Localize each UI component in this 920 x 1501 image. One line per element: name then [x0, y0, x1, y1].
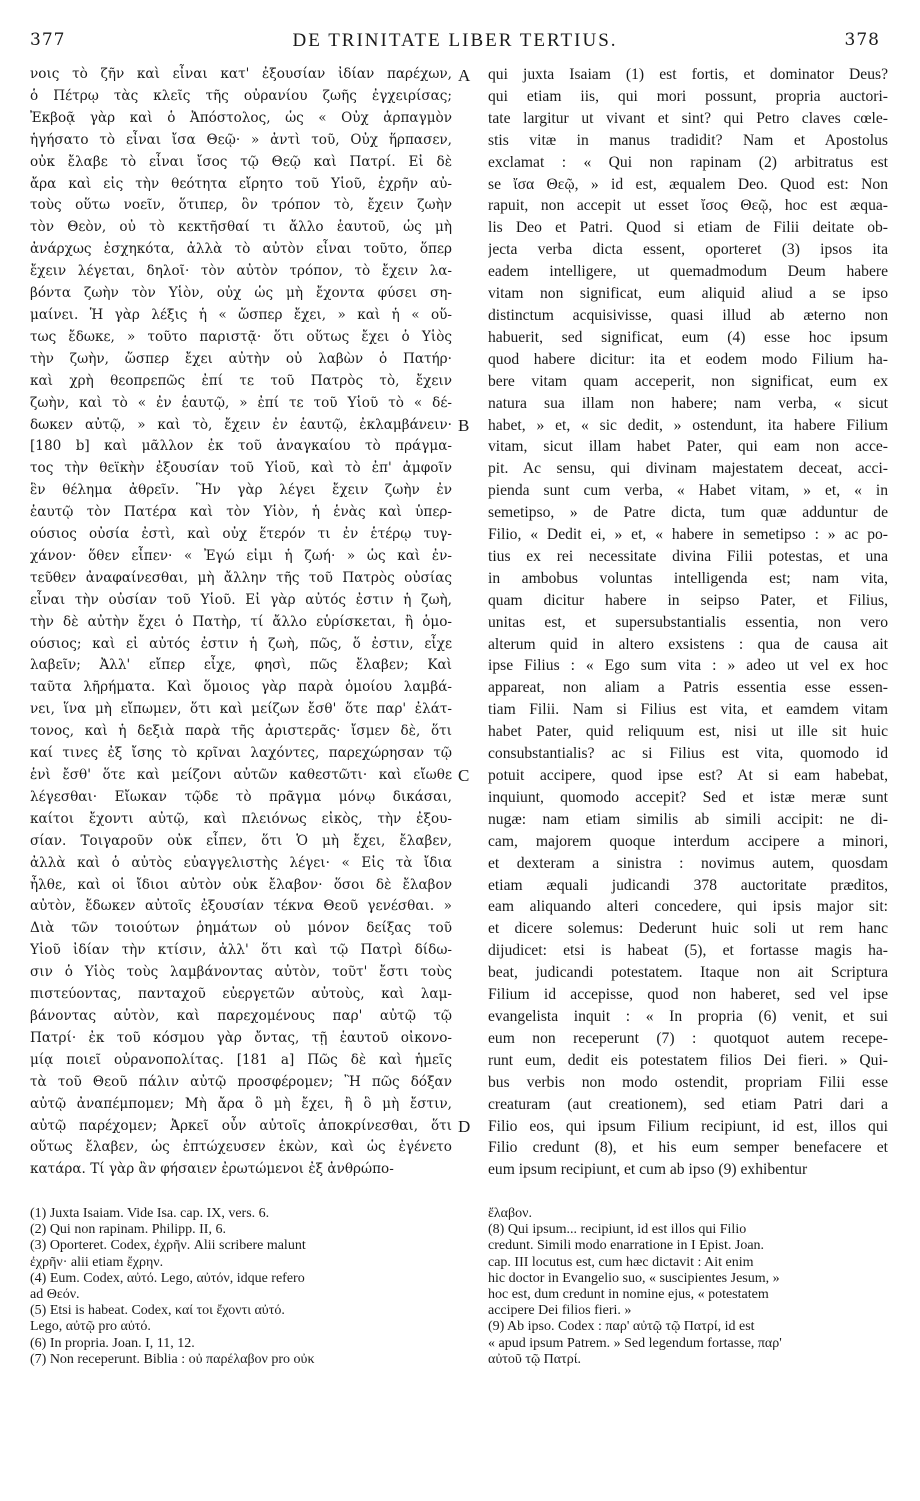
greek-text-line: χάνον· ὅθεν εἶπεν· « Ἐγώ εἰμι ἡ ζωή· » ὡς καὶ ἐν-: [30, 547, 452, 564]
latin-text-line: creaturam (aut creationem), sed etiam Patri dari a: [488, 1095, 888, 1113]
latin-text-line: pienda sunt cum verba, « Habet vitam, » et, « in: [488, 482, 888, 500]
footnote-line: ἐχρῆν· alii etiam ἔχρην.: [30, 1254, 164, 1270]
greek-text-line: τὴν ζωὴν, ὥσπερ ἔχει αὐτὴν οὐ λαβὼν ὁ Πατήρ·: [30, 350, 452, 367]
greek-text-line: νει, ἵνα μὴ εἴπωμεν, ὅτι καὶ μείζων ἔσθ' ὅτε παρ' ἐλάτ-: [30, 701, 452, 718]
greek-text-line: ἔχειν λέγεται, δηλοῖ· τὸν αὐτὸν τρόπον, τὸ ἔχειν λα-: [30, 263, 452, 280]
latin-text-line: bus verbis non modo ostendit, propriam Filii esse: [488, 1073, 888, 1091]
greek-text-line: καί τινες ἐξ ἴσης τὸ κρῖναι λαχόντες, παρεχώρησαν τῷ: [30, 745, 452, 762]
latin-text-line: runt eum, dedit eis potestatem filios Dei fieri. » Qui-: [488, 1051, 888, 1069]
latin-text-line: se ἴσα Θεῷ, » id est, æqualem Deo. Quod est: Non: [488, 175, 888, 193]
greek-text-line: ούσιος οὐσία ἐστὶ, καὶ οὐχ ἕτερόν τι ἐν ἑτέρῳ τυγ-: [30, 526, 452, 543]
greek-text-line: Πατρί· ἐκ τοῦ κόσμου γὰρ ὄντας, τῇ ἑαυτοῦ οἰκονο-: [30, 1029, 452, 1046]
greek-text-line: τὸν Θεὸν, οὐ τὸ κεκτῆσθαί τι ἄλλο ἑαυτοῦ, ὡς μὴ: [30, 219, 452, 236]
latin-text-line: et dicere solemus: Dederunt huic soli ut rem hanc: [488, 920, 888, 938]
greek-text-line: εἶναι τὴν οὐσίαν τοῦ Υἱοῦ. Εἰ γὰρ αὐτός ἐστιν ἡ ζωὴ,: [30, 591, 452, 608]
footnote-line: ad Θεόν.: [30, 1287, 80, 1303]
latin-text-line: tate largitur ut vivant et sint? qui Petro claves cœle-: [488, 109, 888, 127]
latin-text-line: consubstantialis? ac si Filius est vita, quomodo id: [488, 745, 888, 763]
greek-text-line: ὁ Πέτρῳ τὰς κλεῖς τῆς οὐρανίου ζωῆς ἐγχειρίσας;: [30, 87, 452, 104]
greek-text-line: λέγεσθαι· Εἴωκαν τῷδε τὸ πρᾶγμα μόνῳ δικάσαι,: [30, 788, 452, 805]
footnote-line: (6) In propria. Joan. I, 11, 12.: [30, 1335, 195, 1351]
section-marker-c: C: [458, 766, 470, 785]
latin-text-line: nugæ: nam etiam similis ab simili accipit: ne di-: [488, 810, 888, 828]
greek-text-line: πιστεύοντας, πανταχοῦ εὐεργετῶν αὐτοὺς, καὶ λαμ-: [30, 986, 452, 1003]
greek-text-line: σίαν. Τοιγαροῦν οὐκ εἶπεν, ὅτι Ὁ μὴ ἔχει, ἔλαβεν,: [30, 832, 452, 849]
running-header: [30, 26, 880, 52]
latin-text-line: appareat, non aliam a Patris essentia esse essen-: [488, 679, 888, 697]
page-number-left: 377: [30, 30, 66, 50]
footnotes-right: [488, 1206, 893, 1368]
footnote-line: (3) Oporteret. Codex, ἐχρῆν. Alii scribere malunt: [30, 1238, 306, 1254]
latin-text-line: stis vitæ in manus tradidit? Nam et Apostolus: [488, 131, 888, 149]
latin-text-line: bere vitam quam acceperit, non significat, eum ex: [488, 372, 888, 390]
latin-text-line: cam, majorem quoque interdum accipere a minori,: [488, 832, 888, 850]
greek-text-line: νοις τὸ ζῆν καὶ εἶναι κατ' ἐξουσίαν ἰδίαν παρέχων,: [30, 66, 452, 82]
footnote-line: (8) Qui ipsum... recipiunt, id est illos qui Filio: [488, 1222, 747, 1238]
greek-text-line: τοὺς οὕτω νοεῖν, ὅτιπερ, ὃν τρόπον τὸ, ἔχειν ζωὴν: [30, 197, 452, 214]
footnote-line: cap. III locutus est, cum hæc dictavit : Ait enim: [488, 1254, 754, 1270]
greek-text-line: Ἐκβοᾷ γὰρ καὶ ὁ Ἀπόστολος, ὡς « Οὐχ ἁρπαγμὸν: [30, 109, 452, 126]
latin-text-line: Filio eos, qui ipsum Filium recipiunt, id est, illos qui: [488, 1117, 888, 1135]
latin-text-line: beat, judicandi potestatem. Itaque non ait Scriptura: [488, 964, 888, 982]
footnote-line: (2) Qui non rapinam. Philipp. II, 6.: [30, 1222, 226, 1238]
greek-text-line: ταῦτα λῆρήματα. Καὶ ὅμοιος γὰρ παρὰ ὁμοίου λαμβά-: [30, 679, 452, 696]
greek-text-line: τως ἔδωκε, » τοῦτο παριστᾷ· ὅτι οὕτως ἔχει ὁ Υἱὸς: [30, 328, 452, 345]
latin-text-line: habet Pater, quid reliquum est, nisi ut ille sit huic: [488, 723, 888, 741]
latin-text-line: quam dicitur habere in seipso Pater, et Filius,: [488, 591, 888, 609]
greek-text-line: καίτοι ἔχοντι αὐτῷ, καὶ πλειόνως εἰκὸς, τὴν ἐξου-: [30, 810, 452, 827]
greek-text-line: οὐκ ἔλαβε τὸ εἶναι ἴσος τῷ Θεῷ καὶ Πατρί. Εἰ δὲ: [30, 153, 452, 170]
greek-text-line: Διὰ τῶν τοιούτων ῥημάτων οὐ μόνον δείξας τοῦ: [30, 920, 452, 937]
latin-text-line: eadem intelligere, ut quemadmodum Deum habere: [488, 263, 888, 281]
latin-text-line: Filio, « Dedit ei, » et, « habere in semetipso : » ac po-: [488, 526, 888, 544]
footnote-line: (5) Etsi is habeat. Codex, καί τοι ἔχοντι αὐτό.: [30, 1303, 285, 1319]
footnote-line: ἔλαβον.: [488, 1206, 532, 1221]
latin-text-line: quod habere dicitur: ita et eodem modo Filium ha-: [488, 350, 888, 368]
footnote-line: « apud ipsum Patrem. » Sed legendum fortasse, παρ': [488, 1335, 782, 1351]
latin-text-line: habet, » et, « sic dedit, » ostendunt, ita habere Filium: [488, 416, 888, 434]
latin-text-line: distinctum acquisivisse, quasi illud ab æterno non: [488, 306, 888, 324]
latin-text-line: exclamat : « Qui non rapinam (2) arbitratus est: [488, 153, 888, 171]
section-marker-d: D: [458, 1117, 471, 1136]
section-marker-a: A: [458, 66, 471, 85]
greek-text-line: βόντα ζωὴν τὸν Υἱὸν, οὐχ ὡς μὴ ἔχοντα φύσει ση-: [30, 285, 452, 302]
greek-text-line: ούσιος; καὶ εἰ αὐτός ἐστιν ἡ ζωὴ, πῶς, ὅ ἐστιν, εἶχε: [30, 635, 452, 652]
greek-text-line: μαίνει. Ἡ γὰρ λέξις ἡ « ὥσπερ ἔχει, » καὶ ἡ « οὕ-: [30, 306, 452, 323]
latin-text-line: qui juxta Isaiam (1) est fortis, et dominator Deus?: [488, 66, 888, 83]
greek-text-line: [180 b] καὶ μᾶλλον ἐκ τοῦ ἀναγκαίου τὸ πράγμα-: [30, 438, 452, 455]
greek-text-line: τὴν δὲ αὐτὴν ἔχει ὁ Πατὴρ, τί ἄλλο εὑρίσκεται, ἢ ὁμο-: [30, 613, 452, 630]
latin-text-line: rapuit, non accepit ut esset ἴσος Θεῷ, hoc est æqua-: [488, 197, 888, 215]
greek-text-line: ἀλλὰ καὶ ὁ αὐτὸς εὐαγγελιστὴς λέγει· « Εἰς τὰ ἴδια: [30, 854, 452, 871]
latin-text-line: lis Deo et Patri. Quod si etiam de Filii deitate ob-: [488, 219, 888, 237]
latin-text-line: semetipso, » de Patre dicta, tum quæ adduntur de: [488, 504, 888, 522]
latin-text-line: pit. Ac sensu, qui divinam majestatem deceat, acci-: [488, 460, 888, 478]
greek-text-line: λαβεῖν; Ἀλλ' εἴπερ εἶχε, φησὶ, πῶς ἔλαβεν; Καὶ: [30, 657, 452, 674]
latin-text-line: natura sua illam non habere; nam verba, « sicut: [488, 394, 888, 412]
latin-text-line: tius ex rei necessitate divina Filii potestas, et una: [488, 547, 888, 565]
greek-text-line: μίᾳ ποιεῖ οὐρανοπολίτας. [181 a] Πῶς δὲ καὶ ἡμεῖς: [30, 1051, 452, 1068]
latin-text-line: unitas est, et supersubstantialis essentia, non vero: [488, 613, 888, 631]
footnote-line: Lego, αὐτῷ pro αὐτό.: [30, 1319, 151, 1335]
latin-text-column: [488, 64, 888, 1181]
latin-text-line: tiam Filii. Nam si Filius est vita, et eamdem vitam: [488, 701, 888, 719]
greek-text-line: Υἱοῦ ἰδίαν τὴν κτίσιν, ἀλλ' ὅτι καὶ τῷ Πατρὶ δίδω-: [30, 942, 452, 959]
greek-text-line: κατάρα. Τί γὰρ ἂν φήσαιεν ἐρωτώμενοι ἐξ ἀνθρώπο-: [30, 1161, 394, 1178]
latin-text-line: inquiunt, quomodo accepit? Sed et istæ meræ sunt: [488, 788, 888, 806]
greek-text-line: οὕτως ἔλαβεν, ὡς ἐπτώχευσεν ἑκὼν, καὶ ὡς ἐγένετο: [30, 1139, 452, 1156]
greek-text-line: ἡγήσατο τὸ εἶναι ἴσα Θεῷ· » ἀντὶ τοῦ, Οὐχ ἥρπασεν,: [30, 131, 452, 148]
greek-text-line: σιν ὁ Υἱὸς τοὺς λαμβάνοντας αὐτὸν, τοῦτ' ἔστι τοὺς: [30, 964, 452, 981]
latin-text-line: Filium id accepisse, quod non haberet, sed vel ipse: [488, 986, 888, 1004]
latin-text-line: habuerit, sed significat, eum (4) esse hoc ipsum: [488, 328, 888, 346]
latin-text-line: eum non receperunt (7) : quotquot autem recepe-: [488, 1029, 888, 1047]
footnote-line: credunt. Simili modo enarratione in I Epist. Joan.: [488, 1238, 765, 1254]
greek-text-line: τος τὴν θεϊκὴν ἐξουσίαν τοῦ Υἱοῦ, καὶ τὸ ἐπ' ἀμφοῖν: [30, 460, 452, 477]
latin-text-line: vitam non significat, eum aliquid aliud a se ipso: [488, 285, 888, 303]
running-title: DE TRINITATE LIBER TERTIUS.: [292, 30, 618, 51]
greek-text-line: καὶ χρὴ θεοπρεπῶς ἐπί τε τοῦ Πατρὸς τὸ, ἔχειν: [30, 372, 452, 389]
footnote-line: hic doctor in Evangelio suo, « suscipientes Jesum, »: [488, 1270, 780, 1286]
footnote-line: (7) Non receperunt. Biblia : οὐ παρέλαβον pro οὐκ: [30, 1351, 315, 1367]
latin-text-line: et dexteram a sinistra : novimus autem, quosdam: [488, 854, 888, 872]
latin-text-line: ipse Filius : « Ego sum vita : » adeo ut vel ex hoc: [488, 657, 888, 675]
greek-text-line: δωκεν αὐτῷ, » καὶ τὸ, ἔχειν ἐν ἑαυτῷ, ἐκλαμβάνειν·: [30, 416, 452, 433]
greek-text-line: αὐτῷ παρέχομεν; Ἀρκεῖ οὖν αὐτοῖς ἀποκρίνεσθαι, ὅτι: [30, 1117, 452, 1134]
footnote-line: accipere Dei filios fieri. »: [488, 1303, 632, 1319]
latin-text-line: potuit accipere, quod ipse est? At si eam habebat,: [488, 767, 888, 784]
latin-text-line: evangelista inquit : « In propria (6) venit, et sui: [488, 1007, 888, 1025]
greek-text-line: αὐτὸν, ἔδωκεν αὐτοῖς ἐξουσίαν τέκνα Θεοῦ γενέσθαι. »: [30, 898, 452, 915]
greek-text-line: αὐτῷ ἀναπέμπομεν; Μὴ ἄρα ὃ μὴ ἔχει, ἢ ὃ μὴ ἔστιν,: [30, 1095, 452, 1112]
latin-text-line: dijudicet: etsi is habeat (5), et fortasse magis ha-: [488, 942, 888, 960]
greek-text-line: ἀνάρχως ἐσχηκότα, ἀλλὰ τὸ αὐτὸν εἶναι τοῦτο, ὅπερ: [30, 241, 452, 258]
greek-text-line: ἦλθε, καὶ οἱ ἴδιοι αὐτὸν οὐκ ἔλαβον· ὅσοι δὲ ἔλαβον: [30, 876, 452, 893]
greek-text-line: ἓν θέλημα ἀθρεῖν. Ἣν γὰρ λέγει ἔχειν ζωὴν ἐν: [30, 482, 452, 499]
greek-text-line: ἑνὶ ἔσθ' ὅτε καὶ μείζονι αὐτῶν καθεστῶτι· καὶ εἴωθε: [30, 767, 452, 783]
greek-text-column: [30, 64, 452, 1181]
greek-text-line: τονος, καὶ ἡ δεξιὰ παρὰ τῆς ἀριστερᾶς· ἴσμεν δὲ, ὅτι: [30, 723, 452, 740]
footnotes-left: [30, 1206, 455, 1368]
page-number-right: 378: [844, 30, 880, 50]
latin-text-line: vitam, sicut illam habet Pater, qui eam non acce-: [488, 438, 888, 456]
latin-text-line: in ambobus voluntas intelligenda est; nam vita,: [488, 569, 888, 587]
latin-text-line: jecta verba dicta essent, oporteret (3) ipsos ita: [488, 241, 888, 259]
greek-text-line: βάνοντας αὐτὸν, καὶ παρεχομένους παρ' αὐτῷ τῷ: [30, 1007, 452, 1024]
greek-text-line: ἑαυτῷ τὸν Πατέρα καὶ τὸν Υἱὸν, ἡ ἑνὰς καὶ ὑπερ-: [30, 504, 452, 521]
footnote-line: (9) Ab ipso. Codex : παρ' αὐτῷ τῷ Πατρί, id est: [488, 1319, 755, 1335]
greek-text-line: τὰ τοῦ Θεοῦ πάλιν αὐτῷ προσφέρομεν; Ἢ πῶς δόξαν: [30, 1073, 452, 1090]
greek-text-line: ζωὴν, καὶ τὸ « ἐν ἑαυτῷ, » ἐπί τε τοῦ Υἱοῦ τὸ « δέ-: [30, 394, 452, 411]
latin-text-line: alterum quid in altero exsistens : qua de causa ait: [488, 635, 888, 653]
greek-text-line: ἄρα καὶ εἰς τὴν θεότητα εἴρητο τοῦ Υἱοῦ, ἐχρῆν αὐ-: [30, 175, 452, 192]
latin-text-line: qui etiam iis, qui mori possunt, propria auctori-: [488, 87, 888, 105]
footnote-line: (4) Eum. Codex, αὐτό. Lego, αὐτόν, idque refero: [30, 1270, 305, 1286]
latin-text-line: eam aliquando alteri concedere, qui ipsis major sit:: [488, 898, 888, 916]
footnote-line: hoc est, dum credunt in nomine ejus, « potestatem: [488, 1287, 769, 1303]
latin-text-line: Filio credunt (8), et his eum semper benefacere et: [488, 1139, 888, 1157]
latin-text-line: etiam æquali judicandi 378 auctoritate præditos,: [488, 876, 888, 894]
greek-text-line: τεῦθεν ἀναφαίνεσθαι, μὴ ἄλλην τῆς τοῦ Πατρὸς οὐσίας: [30, 569, 452, 586]
footnote-line: αὐτοῦ τῷ Πατρί.: [488, 1351, 581, 1367]
latin-text-line: eum ipsum recipiunt, et cum ab ipso (9) exhibentur: [488, 1161, 808, 1179]
section-marker-b: B: [458, 416, 470, 435]
footnote-line: (1) Juxta Isaiam. Vide Isa. cap. IX, vers. 6.: [30, 1206, 270, 1221]
